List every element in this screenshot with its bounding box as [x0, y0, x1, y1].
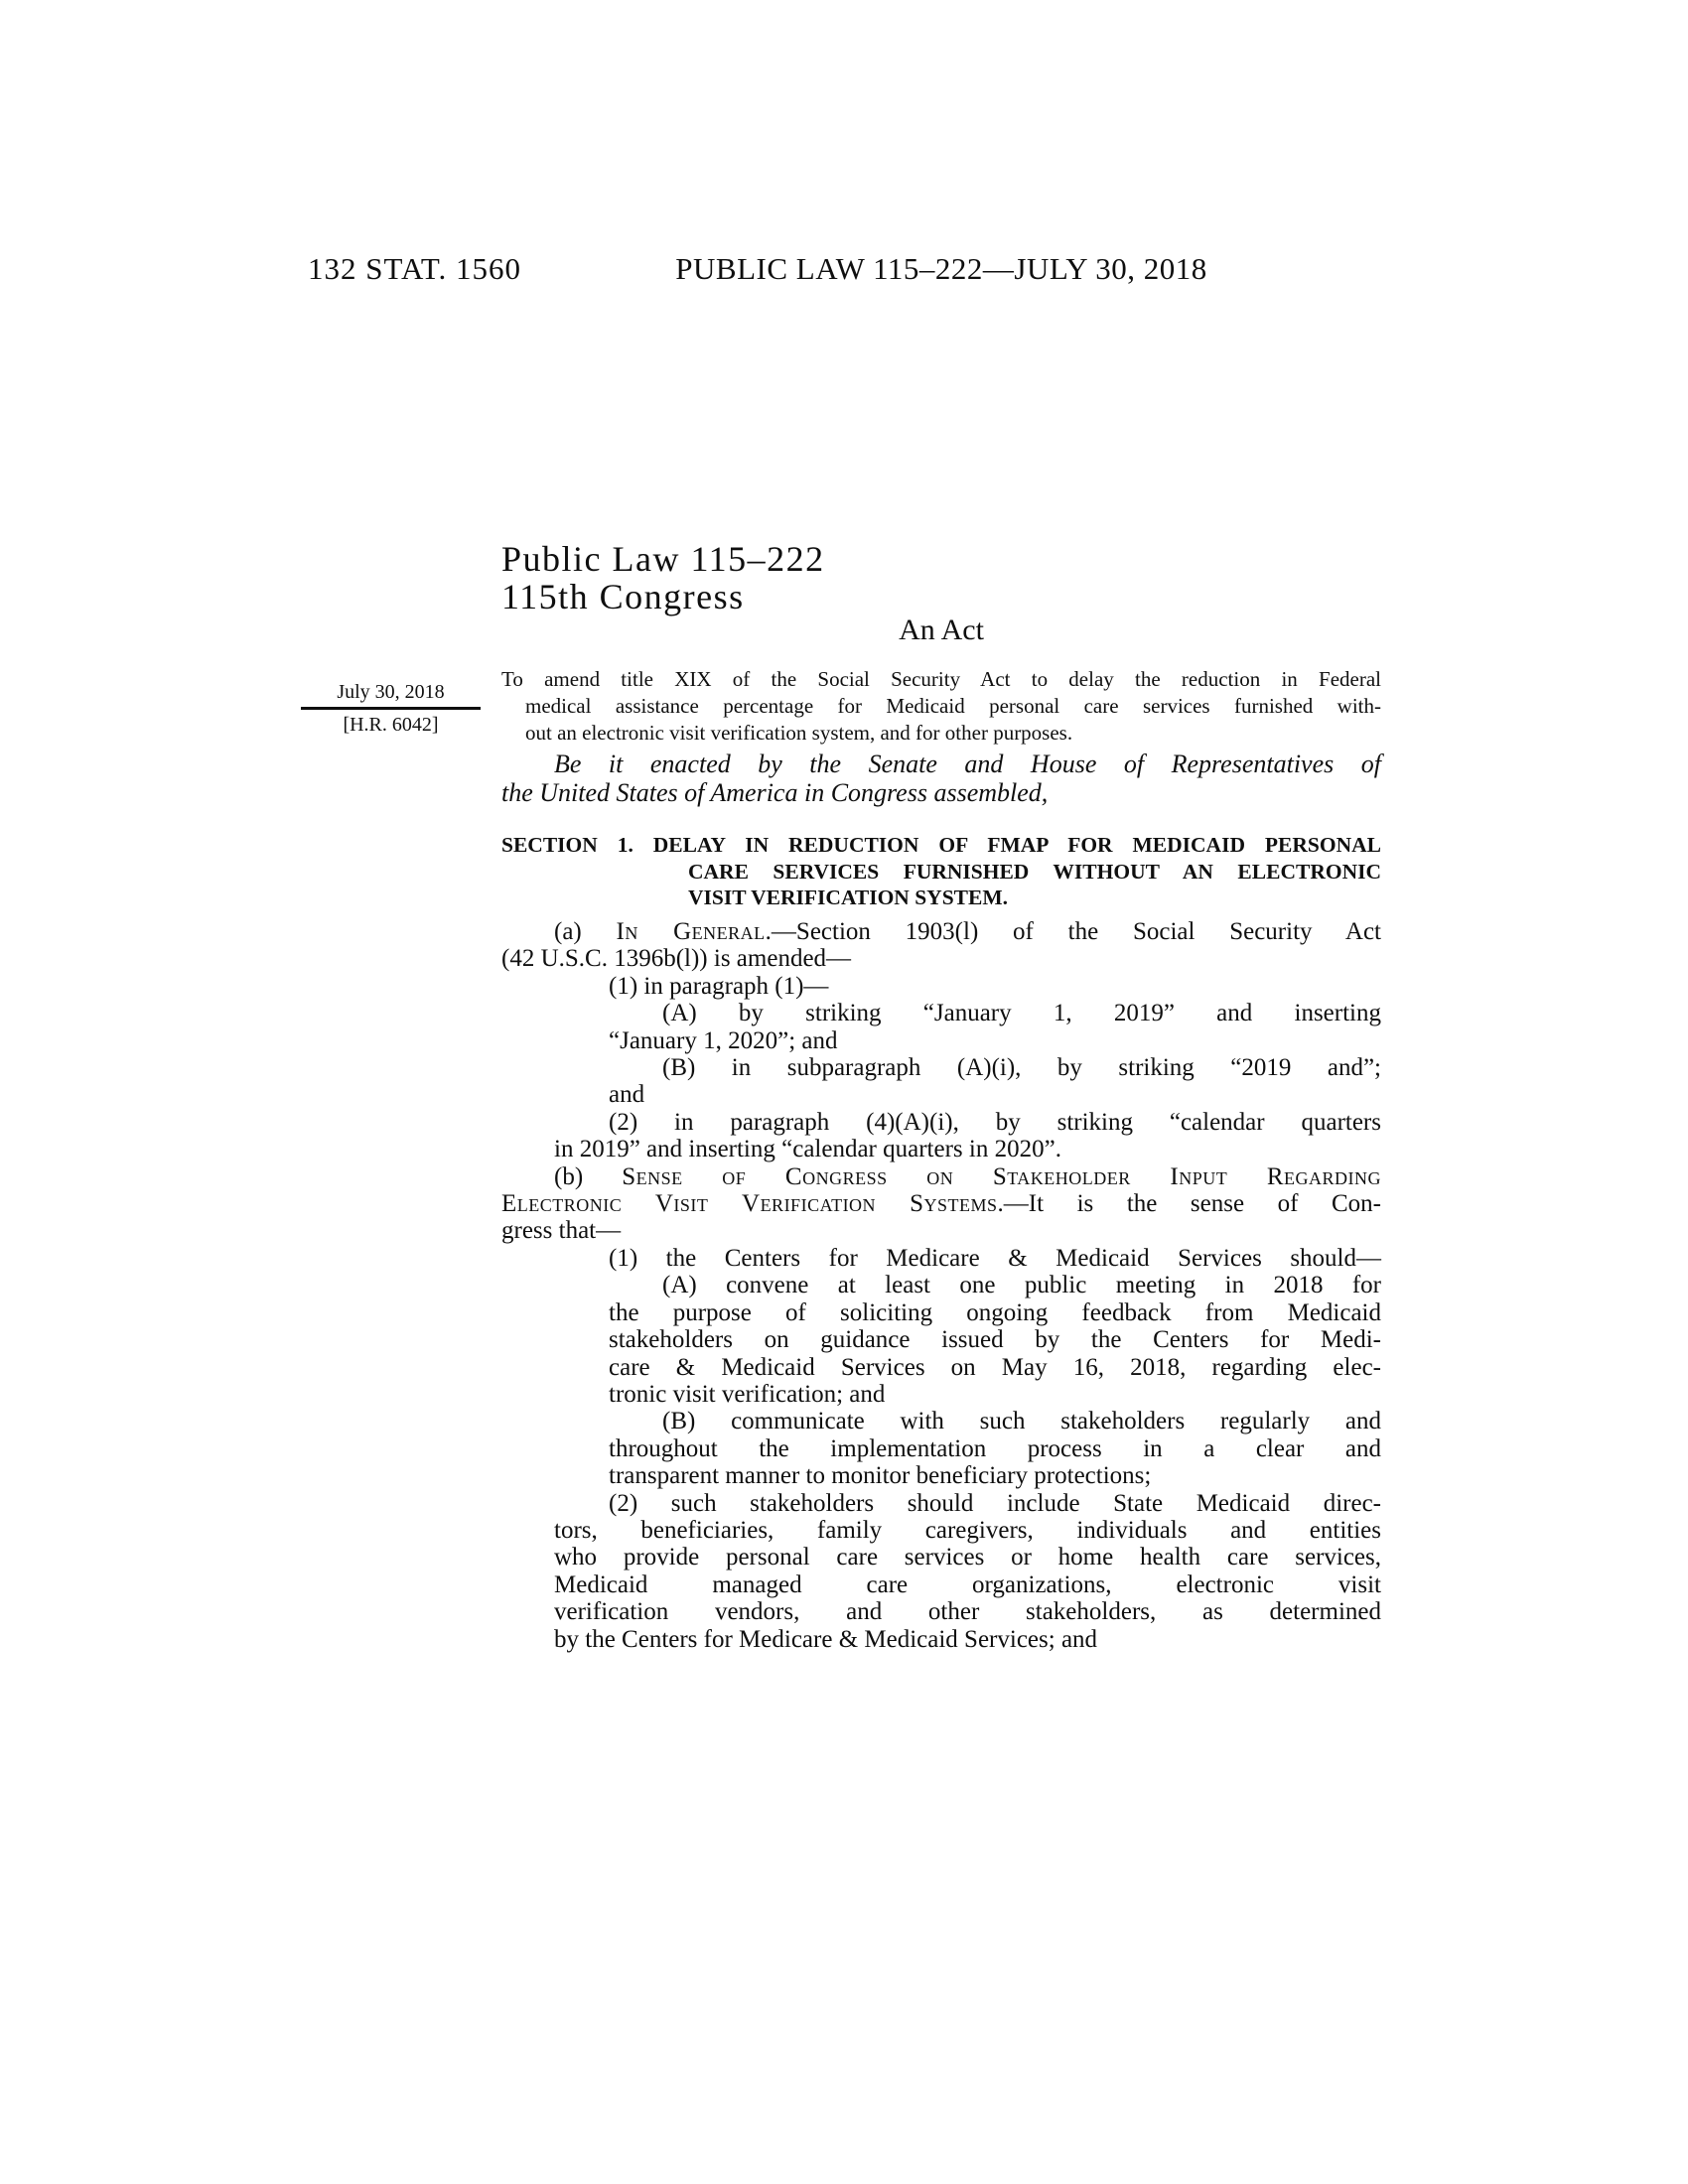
text-line: (2) such stakeholders should include State Medicaid direc- [609, 1489, 1381, 1517]
text-line: and [609, 1081, 645, 1109]
margin-notes [301, 680, 481, 738]
preamble-line: To amend title XIX of the Social Security Act to delay the reduction in Federal [501, 667, 1381, 691]
text-line: (B) communicate with such stakeholders regularly and [662, 1408, 1381, 1435]
text-line: transparent manner to monitor beneficiary protections; [609, 1462, 1152, 1490]
stat-citation: 132 STAT. 1560 [308, 251, 522, 286]
text-line: (2) in paragraph (4)(A)(i), by striking “calendar quarters [609, 1108, 1381, 1136]
text-line: (B) in subparagraph (A)(i), by striking “2019 and”; [662, 1054, 1381, 1082]
margin-bill-note: [H.R. 6042] [343, 714, 439, 736]
text-line [501, 1190, 1381, 1217]
text-segment: .—Section 1903(l) of the Social Security Act [765, 918, 1382, 945]
paragraph-a2 [501, 1109, 1381, 1163]
paragraph-b [501, 1163, 1381, 1245]
paragraph-b2 [501, 1490, 1381, 1653]
paragraph-a [501, 918, 1381, 973]
preamble [501, 666, 1381, 747]
margin-rule [301, 707, 481, 710]
text-line: “January 1, 2020”; and [609, 1026, 838, 1054]
text-line: tors, beneficiaries, family caregivers, individuals and entities [554, 1516, 1381, 1544]
small-caps-term: Electronic Visit Verification Systems [501, 1190, 998, 1218]
text-line [501, 1163, 1381, 1190]
preamble-line: medical assistance percentage for Medicaid personal care services furnished with- [525, 694, 1381, 718]
act-heading: An Act [899, 614, 984, 646]
congress-title: 115th Congress [501, 577, 745, 616]
paragraph-aA [501, 1000, 1381, 1054]
text-line: (A) by striking “January 1, 2019” and inserting [662, 1000, 1381, 1027]
section-1-body [501, 918, 1381, 1653]
text-line: (1) the Centers for Medicare & Medicaid Services should— [609, 1244, 1381, 1272]
text-line: (A) convene at least one public meeting in 2018 for [662, 1272, 1381, 1299]
heading-line: VISIT VERIFICATION SYSTEM. [688, 886, 1008, 909]
heading-line: SECTION 1. DELAY IN REDUCTION OF FMAP FOR MEDICAID PERSONAL [501, 833, 1381, 857]
paragraph-b1 [501, 1245, 1381, 1272]
paragraph-aB [501, 1054, 1381, 1109]
text-line: tronic visit verification; and [609, 1380, 886, 1408]
text-line: (42 U.S.C. 1396b(l)) is amended— [501, 945, 852, 973]
enum-label: (b) [554, 1162, 623, 1190]
enacting-line: Be it enacted by the Senate and House of Representatives of [554, 750, 1381, 778]
law-running-header: PUBLIC LAW 115–222—JULY 30, 2018 [675, 251, 1207, 286]
text-line: gress that— [501, 1217, 622, 1245]
text-line: in 2019” and inserting “calendar quarters in 2020”. [554, 1136, 1061, 1163]
heading-line: CARE SERVICES FURNISHED WITHOUT AN ELECTRONIC [688, 859, 1381, 884]
preamble-line: out an electronic visit verification system, and for other purposes. [525, 721, 1073, 745]
text-line: Medicaid managed care organizations, electronic visit [554, 1570, 1381, 1598]
enacting-clause [501, 750, 1381, 807]
margin-date-note: July 30, 2018 [337, 681, 445, 703]
section-1-heading [501, 832, 1381, 911]
paragraph-a1 [501, 973, 1381, 1000]
paragraph-b1A [501, 1272, 1381, 1408]
text-line: verification vendors, and other stakeholders, as determined [554, 1598, 1381, 1626]
enum-label: (a) [554, 918, 617, 945]
paragraph-b1B [501, 1408, 1381, 1489]
small-caps-term: In General [616, 918, 766, 945]
text-line: by the Centers for Medicare & Medicaid Services; and [554, 1625, 1098, 1653]
text-segment: .—It is the sense of Con- [997, 1190, 1381, 1218]
text-line: care & Medicaid Services on May 16, 2018, regarding elec- [609, 1353, 1381, 1381]
title-block [501, 540, 825, 615]
text-line: (1) in paragraph (1)— [609, 972, 829, 1000]
text-line: stakeholders on guidance issued by the Centers for Medi- [609, 1326, 1381, 1354]
law-number-title: Public Law 115–222 [501, 539, 825, 579]
text-line [501, 918, 1381, 945]
text-line: the purpose of soliciting ongoing feedback from Medicaid [609, 1298, 1381, 1326]
text-line: who provide personal care services or home health care services, [554, 1544, 1381, 1571]
text-line: throughout the implementation process in a clear and [609, 1434, 1381, 1462]
enacting-line: the United States of America in Congress assembled, [501, 778, 1049, 807]
small-caps-term: Sense of Congress on Stakeholder Input Regarding [622, 1162, 1381, 1190]
